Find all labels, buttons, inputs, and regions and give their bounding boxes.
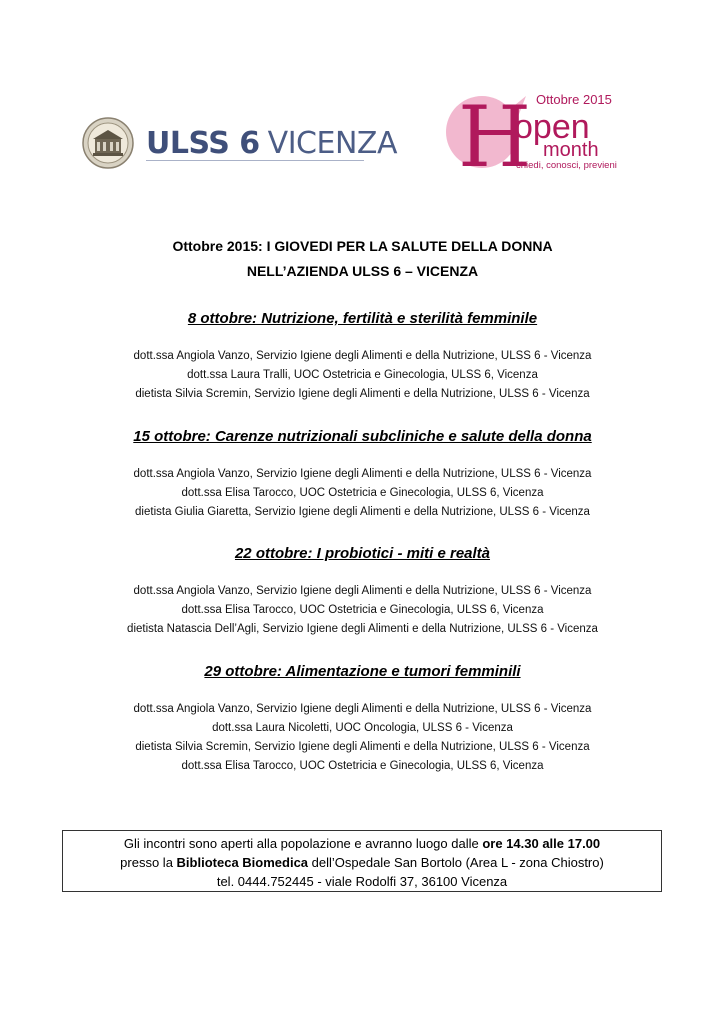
speaker-line: dott.ssa Laura Nicoletti, UOC Oncologia, ULSS 6 - Vicenza: [212, 722, 513, 734]
page-title-line-2: NELL’AZIENDA ULSS 6 – VICENZA: [246, 263, 479, 279]
ulss-wordmark-bold: ULSS 6: [146, 125, 260, 161]
open-month-logo: [444, 86, 634, 178]
ulss-logo-divider: [146, 160, 364, 161]
speaker-list: [0, 582, 725, 639]
speaker-list: [0, 347, 725, 404]
info-location-post: dell’Ospedale San Bortolo (Area L - zona Chiostro): [308, 855, 604, 870]
event-block-2: [0, 427, 725, 522]
info-location-venue: Biblioteca Biomedica: [176, 855, 309, 870]
speaker-line: dott.ssa Angiola Vanzo, Servizio Igiene degli Alimenti e della Nutrizione, ULSS 6 - Vicenza: [133, 703, 592, 715]
event-title: 15 ottobre: Carenze nutrizionali subcliniche e salute della donna: [133, 428, 592, 445]
speaker-line: dott.ssa Elisa Tarocco, UOC Ostetricia e Ginecologia, ULSS 6, Vicenza: [181, 760, 544, 772]
info-line-location: [63, 853, 661, 872]
speaker-line: dott.ssa Angiola Vanzo, Servizio Igiene degli Alimenti e della Nutrizione, ULSS 6 - Vicenza: [133, 350, 592, 362]
ulss-logo: [82, 112, 397, 174]
event-block-4: [0, 662, 725, 776]
event-block-1: [0, 309, 725, 404]
speaker-line: dott.ssa Angiola Vanzo, Servizio Igiene degli Alimenti e della Nutrizione, ULSS 6 - Vicenza: [133, 585, 592, 597]
info-location-pre: presso la: [120, 855, 177, 870]
speaker-line: dietista Natascia Dell’Agli, Servizio Igiene degli Alimenti e della Nutrizione, ULSS 6 - Vicenza: [127, 623, 598, 635]
info-line-schedule: [63, 834, 661, 853]
speaker-list: [0, 465, 725, 522]
page-title-line-1: Ottobre 2015: I GIOVEDI PER LA SALUTE DELLA DONNA: [172, 238, 553, 254]
speaker-line: dott.ssa Laura Tralli, UOC Ostetricia e Ginecologia, ULSS 6, Vicenza: [187, 369, 538, 381]
logo-word-month: month: [543, 139, 599, 161]
logo-word-open: open: [514, 108, 590, 146]
speaker-list: [0, 700, 725, 776]
speaker-line: dietista Silvia Scremin, Servizio Igiene degli Alimenti e della Nutrizione, ULSS 6 - Vicenza: [135, 388, 590, 400]
logo-date: Ottobre 2015: [536, 92, 612, 107]
logo-tagline: chiedi, conosci, previeni: [516, 160, 617, 171]
info-schedule-text: Gli incontri sono aperti alla popolazione e avranno luogo dalle: [123, 836, 483, 851]
speaker-line: dietista Silvia Scremin, Servizio Igiene degli Alimenti e della Nutrizione, ULSS 6 - Vicenza: [135, 741, 590, 753]
event-title: 29 ottobre: Alimentazione e tumori femminili: [204, 663, 521, 680]
event-block-3: [0, 544, 725, 639]
event-title: 22 ottobre: I probiotici - miti e realtà: [234, 545, 491, 562]
info-schedule-hours: ore 14.30 alle 17.00: [482, 836, 601, 851]
info-line-contact: tel. 0444.752445 - viale Rodolfi 37, 36100 Vicenza: [216, 874, 508, 889]
speaker-line: dietista Giulia Giaretta, Servizio Igiene degli Alimenti e della Nutrizione, ULSS 6 - Vicenza: [135, 506, 590, 518]
info-box: [62, 830, 662, 892]
speaker-line: dott.ssa Elisa Tarocco, UOC Ostetricia e Ginecologia, ULSS 6, Vicenza: [181, 604, 544, 616]
logo-letter: H: [458, 88, 532, 178]
ulss-wordmark-light: VICENZA: [267, 125, 397, 161]
ulss-wordmark: [146, 126, 397, 161]
speaker-line: dott.ssa Angiola Vanzo, Servizio Igiene degli Alimenti e della Nutrizione, ULSS 6 - Vicenza: [133, 468, 592, 480]
event-title: 8 ottobre: Nutrizione, fertilità e sterilità femminile: [187, 310, 538, 327]
speaker-line: dott.ssa Elisa Tarocco, UOC Ostetricia e Ginecologia, ULSS 6, Vicenza: [181, 487, 544, 499]
ulss-seal-icon: [82, 117, 134, 169]
